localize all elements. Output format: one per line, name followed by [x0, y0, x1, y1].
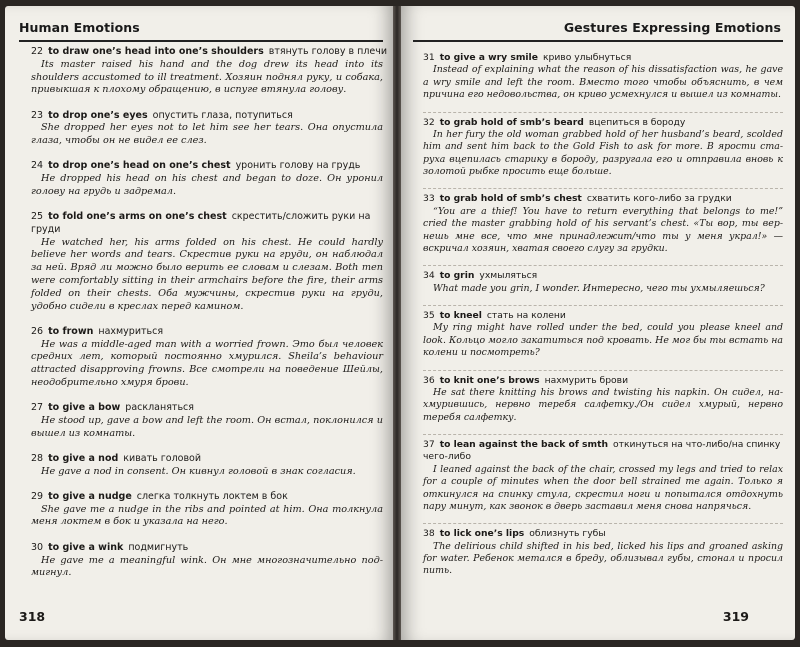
- entry-gloss: нахмурить брови: [544, 374, 629, 386]
- entry-number: 24: [31, 160, 44, 172]
- dictionary-entry: [423, 112, 783, 179]
- entry-term: to drop one’s head on one’s chest: [48, 160, 231, 172]
- entry-gloss: схватить кого-либо за грудки: [586, 193, 732, 205]
- entry-gloss: втянуть голову в плечи: [268, 46, 388, 57]
- entry-term: to kneel: [439, 310, 482, 321]
- entry-gloss: слегка толкнуть локтем в бок: [136, 490, 288, 502]
- entry-heading: [423, 193, 783, 205]
- entry-term: to give a wink: [48, 541, 124, 553]
- dictionary-entry: [31, 211, 383, 313]
- entry-separator: [423, 112, 783, 113]
- entry-separator: [423, 188, 783, 189]
- entry-heading: [31, 46, 388, 59]
- entry-example: He sat there knitting his brows and twisting his napkin. Он сидел, нахмурившись, нервно теребя салфетку./Он сидел хмурый, нервно теребя салфетку.: [423, 386, 783, 423]
- entry-heading: [31, 402, 383, 415]
- running-head-left: Human Emotions: [19, 20, 140, 35]
- dictionary-entry: [31, 453, 383, 479]
- entry-example: He stood up, gave a bow and left the room. Он встал, поклонился и вышел из комнаты.: [31, 414, 383, 439]
- entry-gloss: вцепиться в бороду: [588, 116, 686, 128]
- entry-number: 31: [423, 52, 435, 63]
- dictionary-entry: [423, 305, 783, 360]
- entry-example: He gave me a meaningful wink. Он мне многозначительно подмигнул.: [31, 554, 383, 579]
- entry-heading: [31, 211, 383, 237]
- entry-term: to frown: [48, 325, 94, 337]
- dictionary-entry: [31, 491, 383, 529]
- entry-gloss: подмигнуть: [128, 541, 189, 553]
- entry-gloss: уронить голову на грудь: [235, 160, 361, 172]
- right-entry-list: [423, 52, 783, 588]
- entry-separator: [423, 370, 783, 371]
- dictionary-entry: [31, 326, 383, 390]
- entry-example: My ring might have rolled under the bed, could you please kneel and look. Кольцо могло закатиться под кровать. Не мог бы ты встать на колени и посмотреть?: [423, 322, 783, 359]
- entry-term: to lean against the back of smth: [439, 439, 609, 450]
- book-gutter: [393, 6, 401, 640]
- entry-example: In her fury the old woman grabbed hold of her husband’s beard, scolded him and sent him back to the Gold Fish to ask for more. В ярости старуха вцепилась старику в бороду, разругала его и отправила вновь к золотой рыбке просить еще больше.: [423, 128, 783, 177]
- entry-example: She dropped her eyes not to let him see her tears. Она опустила глаза, чтобы он не видел ее слез.: [31, 122, 383, 147]
- entry-number: 29: [31, 490, 44, 502]
- header-rule-right: [413, 40, 783, 42]
- dictionary-entry: [423, 52, 783, 102]
- entry-gloss: раскланяться: [125, 402, 195, 414]
- entry-term: to grab hold of smb’s chest: [439, 193, 582, 205]
- entry-heading: [423, 310, 783, 322]
- entry-example: “You are a thief! You have to return everything that belongs to me!” cried the master grabbing hold of his servant’s chest. «Ты вор, ты вернешь мне все, что мне принадлежит/что ты у меня украл!» — вскричал хозяин, хватая своего слугу за грудки.: [423, 205, 783, 254]
- entry-example: She gave me a nudge in the ribs and pointed at him. Она толкнула меня локтем в бок и указала на него.: [31, 503, 383, 528]
- entry-heading: [423, 270, 783, 282]
- entry-number: 32: [423, 116, 435, 128]
- entry-term: to drop one’s eyes: [48, 109, 148, 121]
- entry-term: to give a bow: [48, 402, 121, 414]
- entry-number: 30: [31, 541, 44, 553]
- entry-number: 36: [423, 374, 435, 386]
- entry-example: Instead of explaining what the reason of his dissatisfaction was, he gave a wry smile and left the room. Вместо того чтобы объяснить, в чем причина его недовольства, он криво усмехнулся и вышел из комнаты.: [423, 64, 783, 101]
- page-number-left: 318: [19, 609, 46, 624]
- entry-term: to give a nod: [48, 452, 119, 464]
- entry-term: to fold one’s arms on one’s chest: [48, 211, 227, 223]
- entry-heading: [31, 542, 383, 555]
- dictionary-entry: [423, 370, 783, 425]
- entry-heading: [423, 117, 783, 129]
- entry-gloss: опустить глаза, потупиться: [152, 109, 293, 121]
- running-head-right: Gestures Expressing Emotions: [563, 20, 781, 35]
- entry-number: 38: [423, 528, 435, 540]
- entry-heading: [423, 439, 783, 464]
- entry-example: He gave a nod in consent. Он кивнул головой в знак согласия.: [41, 465, 356, 477]
- entry-example: He watched her, his arms folded on his chest. He could hardly believe her words and tears. Скрестив руки на груди, он наблюдал за ней. Вряд ли можно было верить ее словам и слезам. Both men were comfortably sitting in their armchairs before the fire, their arms folded on their chests. Оба мужчины, скрестив руки на груди, удобно сидели в креслах перед камином.: [31, 236, 383, 312]
- dictionary-entry: [31, 160, 383, 198]
- entry-term: to lick one’s lips: [439, 528, 525, 540]
- entry-number: 27: [31, 402, 44, 414]
- entry-number: 26: [31, 325, 44, 337]
- entry-heading: [423, 52, 783, 64]
- entry-term: to draw one’s head into one’s shoulders: [48, 46, 264, 57]
- entry-example: He was a middle-aged man with a worried frown. Это был человек средних лет, который постоянно хмурился. Sheila’s behaviour attracted disapproving frowns. Все смотрели на поведение Шейлы, неодобрительно хмуря брови.: [31, 338, 383, 388]
- entry-number: 23: [31, 109, 44, 121]
- entry-gloss: облизнуть губы: [529, 528, 606, 540]
- left-page: [5, 6, 393, 640]
- dictionary-entry: [31, 542, 383, 580]
- entry-example: I leaned against the back of the chair, crossed my legs and tried to relax for a couple of minutes when the door bell strained me again. Только я откинулся на спинку стула, скрестил ноги и попытался отдохнуть пару минут, как звонок в дверь заставил меня снова напрячься.: [423, 463, 783, 512]
- entry-number: 25: [31, 211, 44, 223]
- entry-gloss: кивать головой: [123, 452, 202, 464]
- entry-heading: [31, 160, 383, 173]
- dictionary-entry: [423, 523, 783, 578]
- entry-term: to give a wry smile: [439, 52, 538, 63]
- dictionary-entry: [31, 46, 388, 97]
- entry-example: The delirious child shifted in his bed, licked his lips and groaned asking for water. Ребенок метался в бреду, облизывал губы, стонал и просил пить.: [423, 540, 783, 577]
- entry-heading: [31, 326, 383, 339]
- entry-gloss: нахмуриться: [98, 325, 164, 337]
- entry-term: to give a nudge: [48, 490, 132, 502]
- header-rule-left: [19, 40, 383, 42]
- entry-number: 33: [423, 193, 435, 205]
- dictionary-entry: [31, 402, 383, 440]
- entry-gloss: криво улыбнуться: [542, 52, 632, 63]
- dictionary-entry: [423, 188, 783, 255]
- left-entry-list: [31, 46, 388, 593]
- entry-heading: [423, 375, 783, 387]
- entry-gloss: скрестить/сложить руки на груди: [31, 211, 371, 235]
- entry-example: Its master raised his hand and the dog drew its head into its shoulders accustomed to ill treatment. Хозяин поднял руку, и собака, привыкшая к плохому обращению, в испуге втянула голову.: [31, 58, 383, 96]
- entry-separator: [423, 434, 783, 435]
- dictionary-entry: [31, 110, 383, 148]
- dictionary-entry: [423, 265, 783, 295]
- entry-number: 37: [423, 439, 435, 450]
- entry-number: 22: [31, 46, 44, 57]
- dictionary-entry: [423, 434, 783, 513]
- entry-heading: [31, 110, 383, 123]
- entry-term: to knit one’s brows: [439, 374, 540, 386]
- entry-gloss: стать на колени: [486, 310, 566, 321]
- entry-example: He dropped his head on his chest and began to doze. Он уронил голову на грудь и задремал.: [31, 173, 383, 197]
- entry-gloss: ухмыляться: [479, 270, 538, 282]
- entry-term: to grin: [439, 270, 475, 282]
- entry-number: 34: [423, 270, 435, 282]
- entry-gloss: откинуться на что-либо/на спинку чего-либо: [423, 439, 781, 463]
- entry-number: 28: [31, 452, 44, 464]
- entry-example: What made you grin, I wonder. Интересно, чего ты ухмыляешься?: [433, 282, 765, 294]
- entry-separator: [423, 523, 783, 524]
- entry-heading: [31, 453, 383, 466]
- entry-heading: [423, 528, 783, 540]
- entry-separator: [423, 305, 783, 306]
- entry-number: 35: [423, 310, 435, 321]
- right-page: [401, 6, 795, 640]
- entry-separator: [423, 265, 783, 266]
- page-number-right: 319: [722, 609, 749, 624]
- entry-heading: [31, 491, 383, 504]
- entry-term: to grab hold of smb’s beard: [439, 116, 584, 128]
